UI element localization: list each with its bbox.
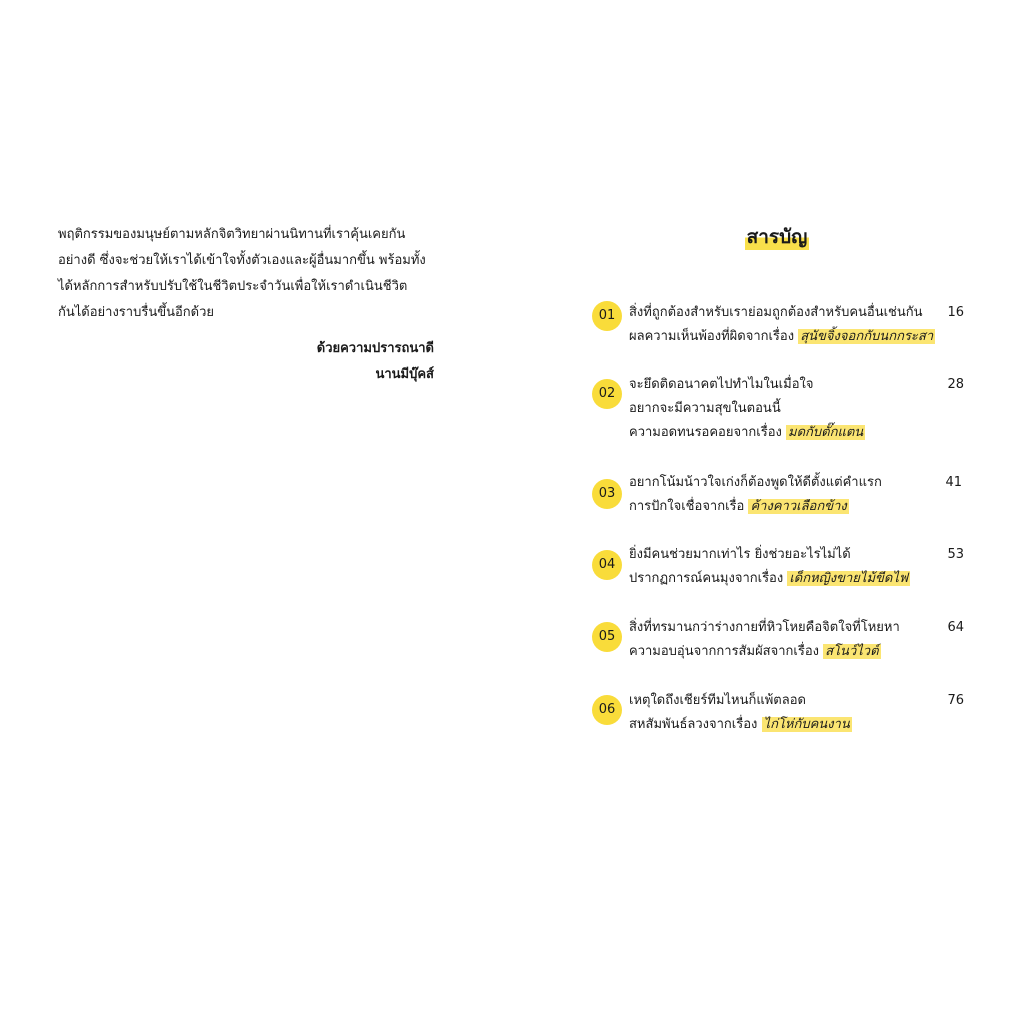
toc-page-number: 53	[947, 547, 964, 562]
toc-number-badge: 02	[592, 379, 622, 409]
toc-entry-text	[629, 471, 943, 519]
toc-story-title: มดกับตั๊กแตน	[788, 425, 864, 440]
intro-page	[58, 222, 434, 388]
toc-title: สารบัญ	[746, 226, 808, 248]
toc-entry-subtitle: ความอบอุ่นจากการสัมผัสจากเรื่อง	[629, 644, 819, 659]
toc-entry-subtitle: การปักใจเชื่อจากเรื่อ	[629, 499, 745, 514]
toc-page-number: 76	[947, 693, 964, 708]
toc-number-badge: 06	[592, 695, 622, 725]
toc-page-number: 28	[947, 377, 964, 392]
intro-text-line: พฤติกรรมของมนุษย์ตามหลักจิตวิทยาผ่านนิทานที่เราคุ้นเคยกัน	[58, 227, 406, 242]
toc-number-badge: 03	[592, 479, 622, 509]
toc-number-badge: 01	[592, 301, 622, 331]
signoff	[58, 336, 434, 388]
toc-entry-heading: สิ่งที่ถูกต้องสำหรับเราย่อมถูกต้องสำหรับคนอื่นเช่นกัน	[629, 305, 923, 320]
toc-entry-subtitle: ผลความเห็นพ้องที่ผิดจากเรื่อง	[629, 329, 795, 344]
toc-entry-text	[629, 301, 943, 349]
toc-entry-heading: อยากโน้มน้าวใจเก่งก็ต้องพูดให้ดีตั้งแต่คำแรก	[629, 475, 882, 490]
toc-story-title: เด็กหญิงขายไม้ขีดไฟ	[789, 571, 909, 586]
toc-entry-subline	[629, 495, 943, 519]
intro-text-line: ได้หลักการสำหรับปรับใช้ในชีวิตประจำวันเพื่อให้เราดำเนินชีวิต	[58, 279, 408, 294]
toc-entry-text	[629, 373, 943, 445]
signoff-publisher: นานมีบุ๊คส์	[375, 367, 434, 382]
toc-entry-subtitle: ความอดทนรอคอยจากเรื่อง	[629, 425, 782, 440]
toc-page-number: 16	[947, 305, 964, 320]
toc-number-badge: 04	[592, 550, 622, 580]
toc-page-number: 41	[945, 475, 962, 490]
toc-entry-subtitle: ปรากฏการณ์คนมุงจากเรื่อง	[629, 571, 784, 586]
toc-entry-subline	[629, 325, 943, 349]
toc-story-title: สุนัขจิ้งจอกกับนกกระสา	[800, 329, 934, 344]
toc-entry-heading: เหตุใดถึงเชียร์ทีมไหนก็แพ้ตลอด	[629, 693, 806, 708]
toc-number-badge: 05	[592, 622, 622, 652]
toc-page-number: 64	[947, 620, 964, 635]
toc-entry-subline	[629, 421, 943, 445]
toc-entry-heading-cont: อยากจะมีความสุขในตอนนี้	[629, 401, 781, 416]
intro-text-line: อย่างดี ซึ่งจะช่วยให้เราได้เข้าใจทั้งตัวเองและผู้อื่นมากขึ้น พร้อมทั้ง	[58, 253, 426, 268]
toc-story-title: ไก่โห่กับคนงาน	[763, 717, 850, 732]
toc-entry-subline	[629, 567, 943, 591]
toc-entry-text	[629, 543, 943, 591]
toc-entry-subtitle: สหสัมพันธ์ลวงจากเรื่อง	[629, 717, 758, 732]
toc-story-title: ค้างคาวเลือกข้าง	[750, 499, 847, 514]
toc-entry-heading: สิ่งที่ทรมานกว่าร่างกายที่หิวโหยคือจิตใจที่โหยหา	[629, 620, 900, 635]
toc-entry-text	[629, 616, 943, 664]
toc-entry-subline	[629, 713, 943, 737]
toc-story-title: สโนว์ไวต์	[825, 644, 879, 659]
toc-entry-subline	[629, 640, 943, 664]
toc-entry-text	[629, 689, 943, 737]
toc-header	[692, 224, 862, 250]
toc-entry-heading: จะยึดติดอนาคตไปทำไมในเมื่อใจ	[629, 377, 814, 392]
toc-entry-heading: ยิ่งมีคนช่วยมากเท่าไร ยิ่งช่วยอะไรไม่ได้	[629, 547, 851, 562]
intro-text-line: กันได้อย่างราบรื่นขึ้นอีกด้วย	[58, 305, 215, 320]
signoff-greeting: ด้วยความปรารถนาดี	[316, 341, 434, 356]
